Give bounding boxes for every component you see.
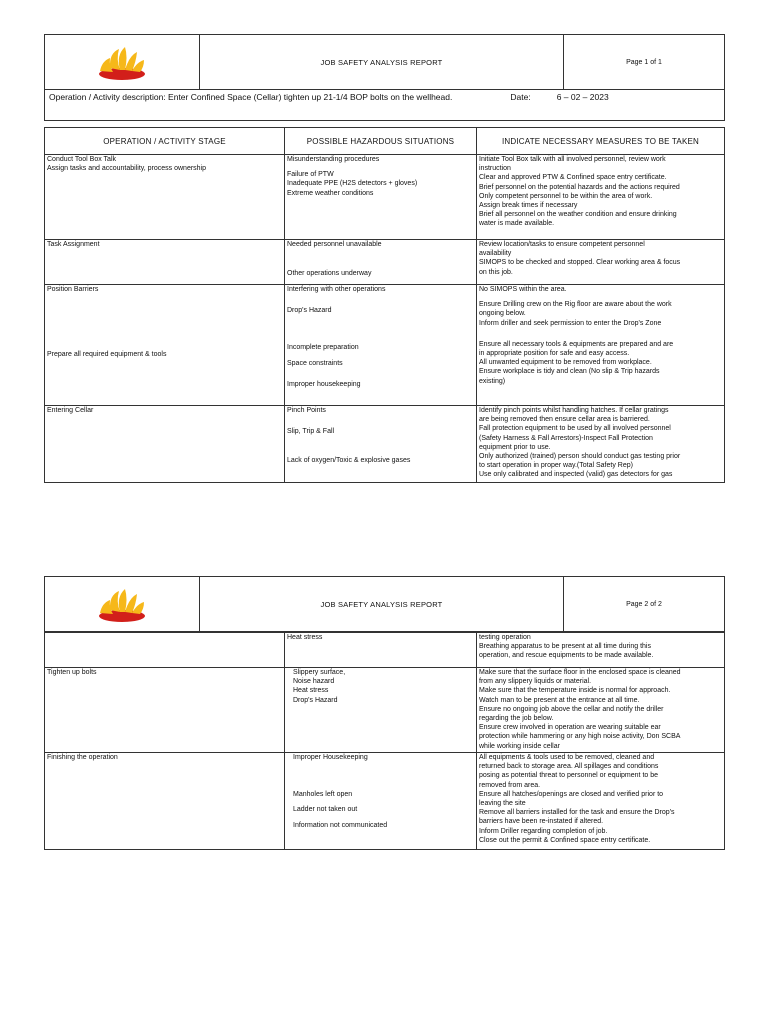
header-table-page-2 [44,576,725,632]
stage-text: Entering Cellar [47,407,94,414]
measure-text: removed from area. [479,781,541,789]
measure-text: protection while hammering or any high noise activity, Don SCBA [479,733,681,741]
measure-text: Clear and approved PTW & Confined space entry certificate. [479,174,667,182]
hazard-cell [285,753,477,850]
measure-text: in appropriate position for safe and easy access. [479,350,630,358]
hazard-cell [285,155,477,240]
hazard-text: Inadequate PPE (H2S detectors + gloves) [287,180,418,188]
stage-text: Finishing the operation [47,754,118,761]
stage-text: Position Barriers [47,286,99,293]
table-row [45,668,725,753]
stage-cell [45,406,285,483]
measure-cell [477,668,725,753]
stage-cell [45,668,285,753]
measure-text: while working inside cellar [479,742,560,750]
measure-text: Only competent personnel to be within the area of work. [479,192,653,200]
company-logo [95,43,149,81]
measure-text: Inform driller and seek permission to enter the Drop's Zone [479,319,662,327]
hazard-text: Heat stress [293,687,329,695]
hazard-cell [285,633,477,668]
measure-cell [477,753,725,850]
table-row [45,633,725,668]
hazard-text: Lack of oxygen/Toxic & explosive gases [287,457,411,465]
hazard-text: Space constraints [287,359,343,367]
measure-text: are being removed then ensure cellar area is barriered. [479,416,650,424]
page-number: Page 1 of 1 [564,35,725,90]
measure-cell [477,155,725,240]
measure-text: on this job. [479,268,513,276]
measure-text: Initiate Tool Box talk with all involved personnel, review work [479,156,666,163]
stage-text: Conduct Tool Box Talk [47,156,117,163]
measure-text: Remove all barriers installed for the task and ensure the Drop's [479,809,675,817]
stage-text: Tighten up bolts [47,669,97,676]
header-table [44,34,725,121]
table-row [45,285,725,406]
measure-text: Brief personnel on the potential hazards and the actions required [479,183,680,191]
table-row [45,240,725,285]
measure-text: ongoing below. [479,310,526,318]
measure-text: operation, and rescue equipments to be made available. [479,652,654,660]
measure-text: regarding the job below. [479,715,554,723]
measure-text: Ensure all hatches/openings are closed and verified prior to [479,790,664,798]
column-header-hazards: POSSIBLE HAZARDOUS SITUATIONS [285,128,477,155]
logo-cell [45,35,200,90]
measure-text: Breathing apparatus to be present at all time during this [479,643,651,651]
stage-text: Task Assignment [47,241,100,248]
stage-cell [45,240,285,285]
measure-text: from any slippery liquids or material. [479,678,592,686]
report-title: JOB SAFETY ANALYSIS REPORT [200,35,564,90]
measure-text: Fall protection equipment to be used by all involved personnel [479,425,671,433]
stage-cell [45,155,285,240]
measure-cell [477,240,725,285]
measure-text: SIMOPS to be checked and stopped. Clear working area & focus [479,259,681,267]
column-header-measures: INDICATE NECESSARY MEASURES TO BE TAKEN [477,128,725,155]
measure-cell [477,633,725,668]
measure-text: barriers have been re-instated if altered. [479,818,604,826]
table-row [45,753,725,850]
company-logo [95,585,149,623]
table-row [45,406,725,483]
hazard-text: Misunderstanding procedures [287,156,380,163]
measure-text: Ensure all necessary tools & equipments are prepared and are [479,340,674,348]
stage-text: Assign tasks and accountability, process ownership [47,165,207,173]
measure-cell [477,285,725,406]
hazard-text: Incomplete preparation [287,344,359,352]
measure-text: leaving the site [479,800,526,808]
measure-text: Review location/tasks to ensure competent personnel [479,241,645,248]
hazard-text: Noise hazard [293,678,335,686]
measure-text: All equipments & tools used to be removed, cleaned and [479,754,655,761]
hazard-text: Drop's Hazard [287,307,332,315]
jsa-table-page-1 [44,127,725,483]
hazard-text: Drop's Hazard [293,696,338,704]
measure-text: testing operation [479,634,531,641]
hazard-text: Improper housekeeping [287,380,361,388]
measure-text: All unwanted equipment to be removed from workplace. [479,359,652,367]
measure-text: Ensure no ongoing job above the cellar and notify the driller [479,705,664,713]
report-page-1 [44,34,724,483]
hazard-text: Failure of PTW [287,171,334,179]
hazard-text: Interfering with other operations [287,286,386,293]
measure-text: equipment prior to use. [479,443,551,451]
hazard-text: Pinch Points [287,407,326,414]
hazard-text: Slippery surface, [293,669,346,676]
measure-text: Identify pinch points whilst handling hatches. If cellar gratings [479,407,669,414]
hazard-text: Slip, Trip & Fall [287,428,335,436]
measure-cell [477,406,725,483]
report-page-2 [44,576,724,850]
measure-text: No SIMOPS within the area. [479,286,567,293]
measure-text: Ensure workplace is tidy and clean (No slip & Trip hazards [479,368,660,376]
hazard-cell [285,285,477,406]
measure-text: to start operation in proper way.(Total Safety Rep) [479,462,633,470]
hazard-text: Improper Housekeeping [293,754,368,761]
hazard-cell [285,668,477,753]
stage-cell [45,285,285,406]
measure-text: water is made available. [479,220,555,228]
hazard-text: Extreme weather conditions [287,189,374,197]
stage-cell [45,753,285,850]
measure-text: posing as potential threat to personnel or equipment to be [479,772,659,780]
measure-text: returned back to storage area. All spillages and conditions [479,763,659,771]
measure-text: Only authorized (trained) person should conduct gas testing prior [479,453,681,461]
date-label: Date: [510,92,531,102]
date-value: 6 – 02 – 2023 [556,92,609,102]
measure-text: Use only calibrated and inspected (valid) gas detectors for gas [479,471,673,479]
measure-text: Brief all personnel on the weather condition and ensure drinking [479,211,677,219]
operation-description: Operation / Activity description: Enter Confined Space (Cellar) tighten up 21-1/4 BOP bolts on the wellhead. [49,92,453,102]
measure-text: Close out the permit & Confined space entry certificate. [479,836,651,844]
measure-text: Ensure Drilling crew on the Rig floor are aware about the work [479,301,672,309]
page-number: Page 2 of 2 [564,577,725,632]
measure-text: Make sure that the temperature inside is normal for approach. [479,687,671,695]
hazard-cell [285,240,477,285]
logo-cell [45,577,200,632]
measure-text: instruction [479,165,511,173]
measure-text: availability [479,250,512,258]
measure-text: (Safety Harness & Fall Arrestors)-Inspect Fall Protection [479,434,653,442]
hazard-text: Other operations underway [287,270,372,278]
measure-text: Assign break times if necessary [479,202,578,210]
hazard-text: Manholes left open [293,791,353,799]
measure-text: Inform Driller regarding completion of job. [479,827,608,835]
hazard-text: Needed personnel unavailable [287,241,382,248]
hazard-text: Heat stress [287,634,323,641]
measure-text: Make sure that the surface floor in the enclosed space is cleaned [479,669,681,676]
jsa-table-page-2 [44,632,725,850]
report-title: JOB SAFETY ANALYSIS REPORT [200,577,564,632]
measure-text: Watch man to be present at the entrance at all time. [479,696,640,704]
stage-cell [45,633,285,668]
hazard-text: Ladder not taken out [293,806,358,814]
stage-text: Prepare all required equipment & tools [47,351,167,359]
column-header-stage: OPERATION / ACTIVITY STAGE [45,128,285,155]
measure-text: existing) [479,377,506,385]
table-row [45,155,725,240]
measure-text: Ensure crew involved in operation are wearing suitable ear [479,724,661,732]
hazard-text: Information not communicated [293,821,388,829]
hazard-cell [285,406,477,483]
operation-description-row [45,90,725,121]
